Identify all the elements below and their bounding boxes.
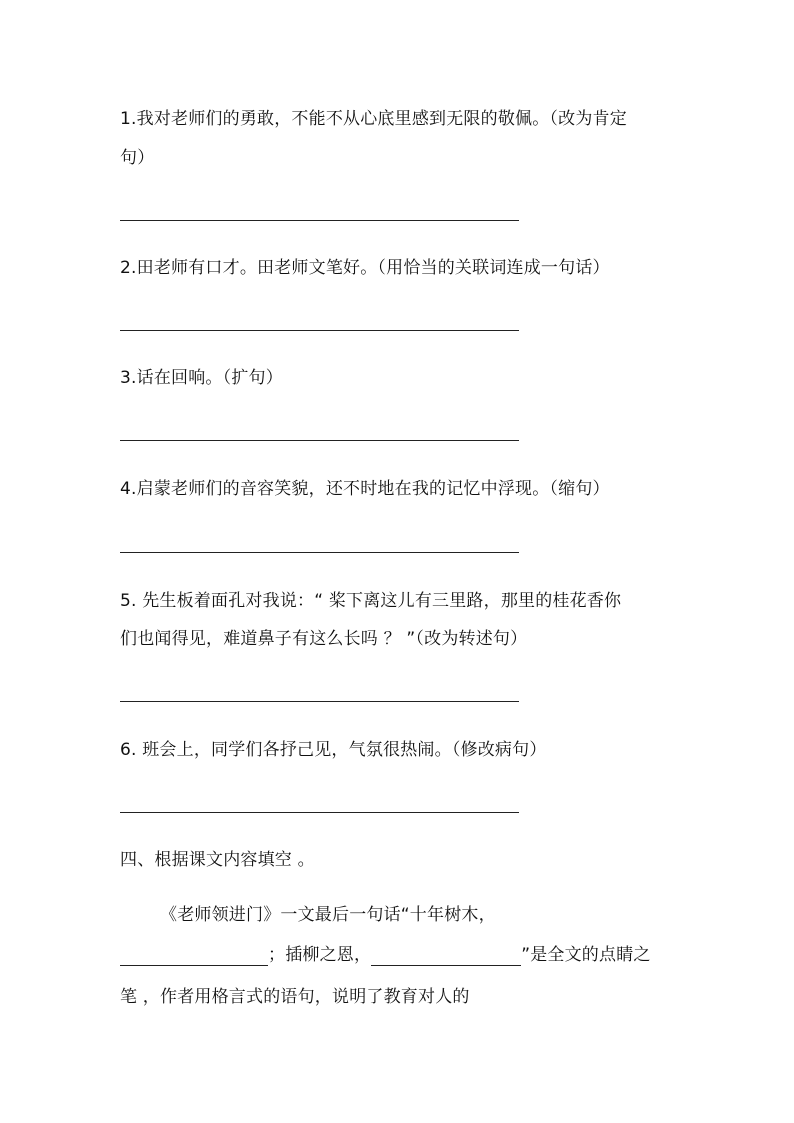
answer-line-1[interactable] [120,220,519,221]
answer-line-4[interactable] [120,552,519,553]
question-2: 2.田老师有口才。田老师文笔好。（用恰当的关联词连成一句话） [120,258,610,278]
question-6: 6. 班会上，同学们各抒己见，气氛很热闹。（修改病句） [120,740,547,760]
section-heading: 四、根据课文内容填空 。 [120,850,315,870]
answer-line-6[interactable] [120,812,519,813]
fill-paragraph-mid-text: ；插柳之恩， [268,945,372,965]
question-5-line-1: 5. 先生板着面孔对我说：“ 桨下离这儿有三里路，那里的桂花香你 [120,591,622,611]
answer-line-5[interactable] [120,701,519,702]
question-1-line-1: 1.我对老师们的勇敢，不能不从心底里感到无限的敬佩。（改为肯定 [120,109,627,129]
fill-blank-1[interactable] [120,949,268,966]
question-1-line-2: 句） [120,148,155,168]
question-4: 4.启蒙老师们的音容笑貌，还不时地在我的记忆中浮现。（缩句） [120,479,610,499]
answer-line-3[interactable] [120,440,519,441]
fill-paragraph-line-3: 笔 ，作者用格言式的语句，说明了教育对人的 [120,987,470,1007]
question-3: 3.话在回响。（扩句） [120,368,283,388]
question-5-line-2: 们也闻得见，难道鼻子有这么长吗 ？ ”（改为转述句） [120,629,528,649]
fill-paragraph-end-text: ”是全文的点睛之 [521,945,651,965]
fill-paragraph-line-2 [120,944,651,966]
answer-line-2[interactable] [120,330,519,331]
fill-paragraph-line-1: 《老师领进门》一文最后一句话“十年树木， [160,905,496,925]
fill-blank-2[interactable] [371,949,521,966]
